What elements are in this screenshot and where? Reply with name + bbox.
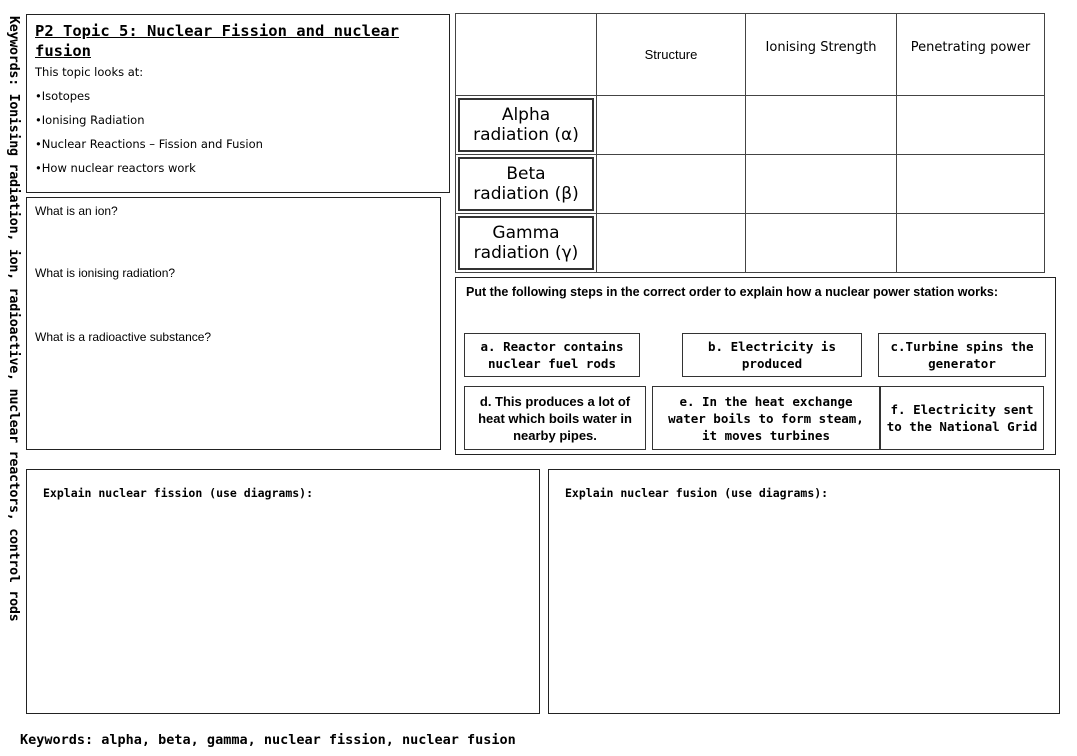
steps-box (455, 277, 1056, 455)
cell-alpha-ionising[interactable] (746, 96, 897, 155)
topic-box (26, 14, 450, 193)
topic-list (35, 89, 441, 175)
fission-answer-box[interactable] (26, 469, 540, 714)
cell-beta-structure[interactable] (597, 155, 746, 214)
question-ionising-radiation: What is ionising radiation? (35, 266, 176, 280)
topic-item: •Nuclear Reactions – Fission and Fusion (35, 137, 263, 151)
cell-gamma-penetrating[interactable] (897, 214, 1045, 273)
header-penetrating-power: Penetrating power (897, 14, 1045, 96)
step-card-b[interactable]: b. Electricity is produced (682, 333, 862, 377)
step-card-e[interactable]: e. In the heat exchange water boils to form steam, it moves turbines (652, 386, 880, 450)
step-card-c[interactable]: c.Turbine spins the generator (878, 333, 1046, 377)
keywords-bottom: Keywords: alpha, beta, gamma, nuclear fission, nuclear fusion (20, 732, 516, 748)
cell-gamma-ionising[interactable] (746, 214, 897, 273)
fusion-prompt: Explain nuclear fusion (use diagrams): (565, 486, 829, 500)
topic-item: •How nuclear reactors work (35, 161, 196, 175)
cell-gamma-structure[interactable] (597, 214, 746, 273)
cell-beta-penetrating[interactable] (897, 155, 1045, 214)
cell-alpha-structure[interactable] (597, 96, 746, 155)
topic-item: •Ionising Radiation (35, 113, 145, 127)
header-ionising-strength: Ionising Strength (746, 14, 897, 96)
cell-beta-ionising[interactable] (746, 155, 897, 214)
question-ion: What is an ion? (35, 204, 118, 218)
keywords-vertical: Keywords: Ionising radiation, ion, radioactive, nuclear reactors, control rods (6, 16, 21, 622)
question-radioactive-substance: What is a radioactive substance? (35, 330, 212, 344)
step-card-f[interactable]: f. Electricity sent to the National Grid (880, 386, 1044, 450)
topic-item: •Isotopes (35, 89, 91, 103)
radiation-table (455, 13, 1045, 273)
row-label-alpha: Alpha radiation (α) (456, 96, 597, 155)
step-card-d[interactable]: d. This produces a lot of heat which boils water in nearby pipes. (464, 386, 646, 450)
row-label-beta: Beta radiation (β) (456, 155, 597, 214)
step-card-a[interactable]: a. Reactor contains nuclear fuel rods (464, 333, 640, 377)
cell-alpha-penetrating[interactable] (897, 96, 1045, 155)
topic-title: P2 Topic 5: Nuclear Fission and nuclear fusion (35, 22, 399, 60)
row-label-gamma: Gamma radiation (γ) (456, 214, 597, 273)
fission-prompt: Explain nuclear fission (use diagrams): (43, 486, 314, 500)
topic-intro: This topic looks at: (35, 65, 144, 79)
fusion-answer-box[interactable] (548, 469, 1060, 714)
steps-instruction: Put the following steps in the correct order to explain how a nuclear power station works: (466, 285, 999, 299)
header-structure: Structure (597, 14, 746, 96)
table-corner (456, 14, 597, 96)
questions-box[interactable] (26, 197, 441, 450)
